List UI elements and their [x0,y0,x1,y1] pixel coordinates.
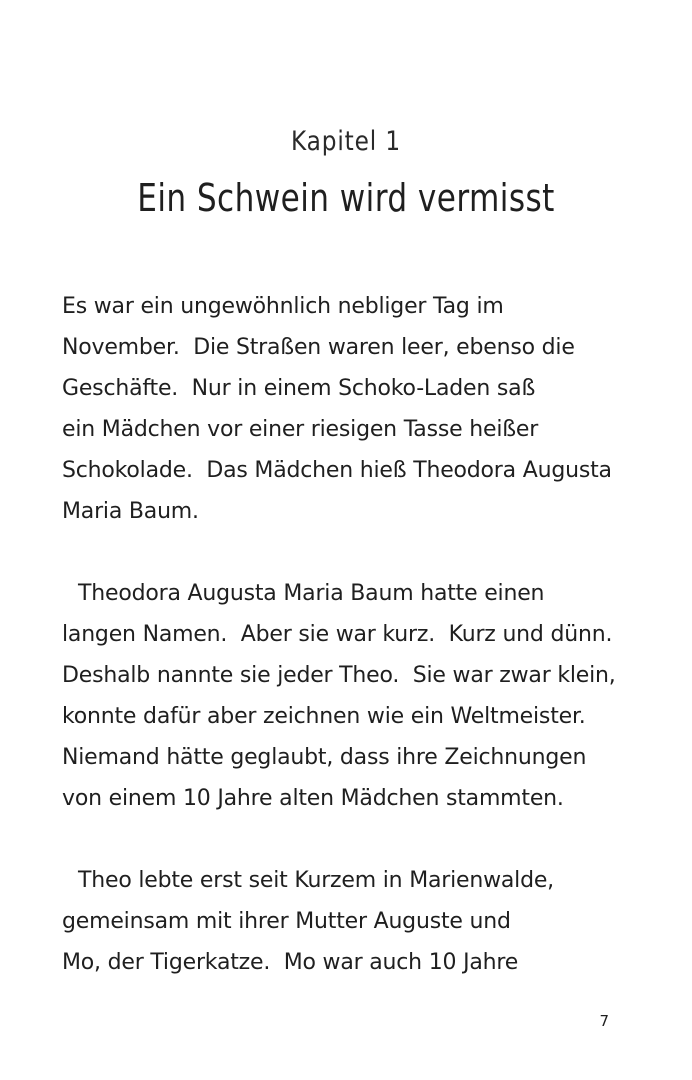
text-line: Es war ein ungewöhnlich nebliger Tag im [62,294,504,319]
chapter-label: Kapitel 1 [291,126,401,157]
text-line: Niemand hätte geglaubt, dass ihre Zeichnungen [62,745,587,770]
text-line: Mo, der Tigerkatze. Mo war auch 10 Jahre [62,950,519,975]
paragraph-1 [62,286,662,532]
body-text [62,286,662,983]
text-line: Geschäfte. Nur in einem Schoko-Laden saß [62,376,536,401]
paragraph-2 [62,573,662,819]
text-line: gemeinsam mit ihrer Mutter Auguste und [62,909,511,934]
text-line: konnte dafür aber zeichnen wie ein Weltmeister. [62,704,586,729]
text-line: November. Die Straßen waren leer, ebenso die [62,335,575,360]
text-line: ein Mädchen vor einer riesigen Tasse heißer [62,417,539,442]
paragraph-3 [62,860,662,983]
text-line: Deshalb nannte sie jeder Theo. Sie war zwar klein, [62,663,616,688]
page-number: 7 [599,1012,609,1030]
text-line: Theo lebte erst seit Kurzem in Marienwalde, [78,868,554,893]
chapter-title: Ein Schwein wird vermisst [137,176,555,220]
text-line: von einem 10 Jahre alten Mädchen stammten. [62,786,564,811]
text-line: Schokolade. Das Mädchen hieß Theodora Augusta [62,458,612,483]
text-line: Maria Baum. [62,499,199,524]
text-line: langen Namen. Aber sie war kurz. Kurz und dünn. [62,622,613,647]
text-line: Theodora Augusta Maria Baum hatte einen [78,581,545,606]
